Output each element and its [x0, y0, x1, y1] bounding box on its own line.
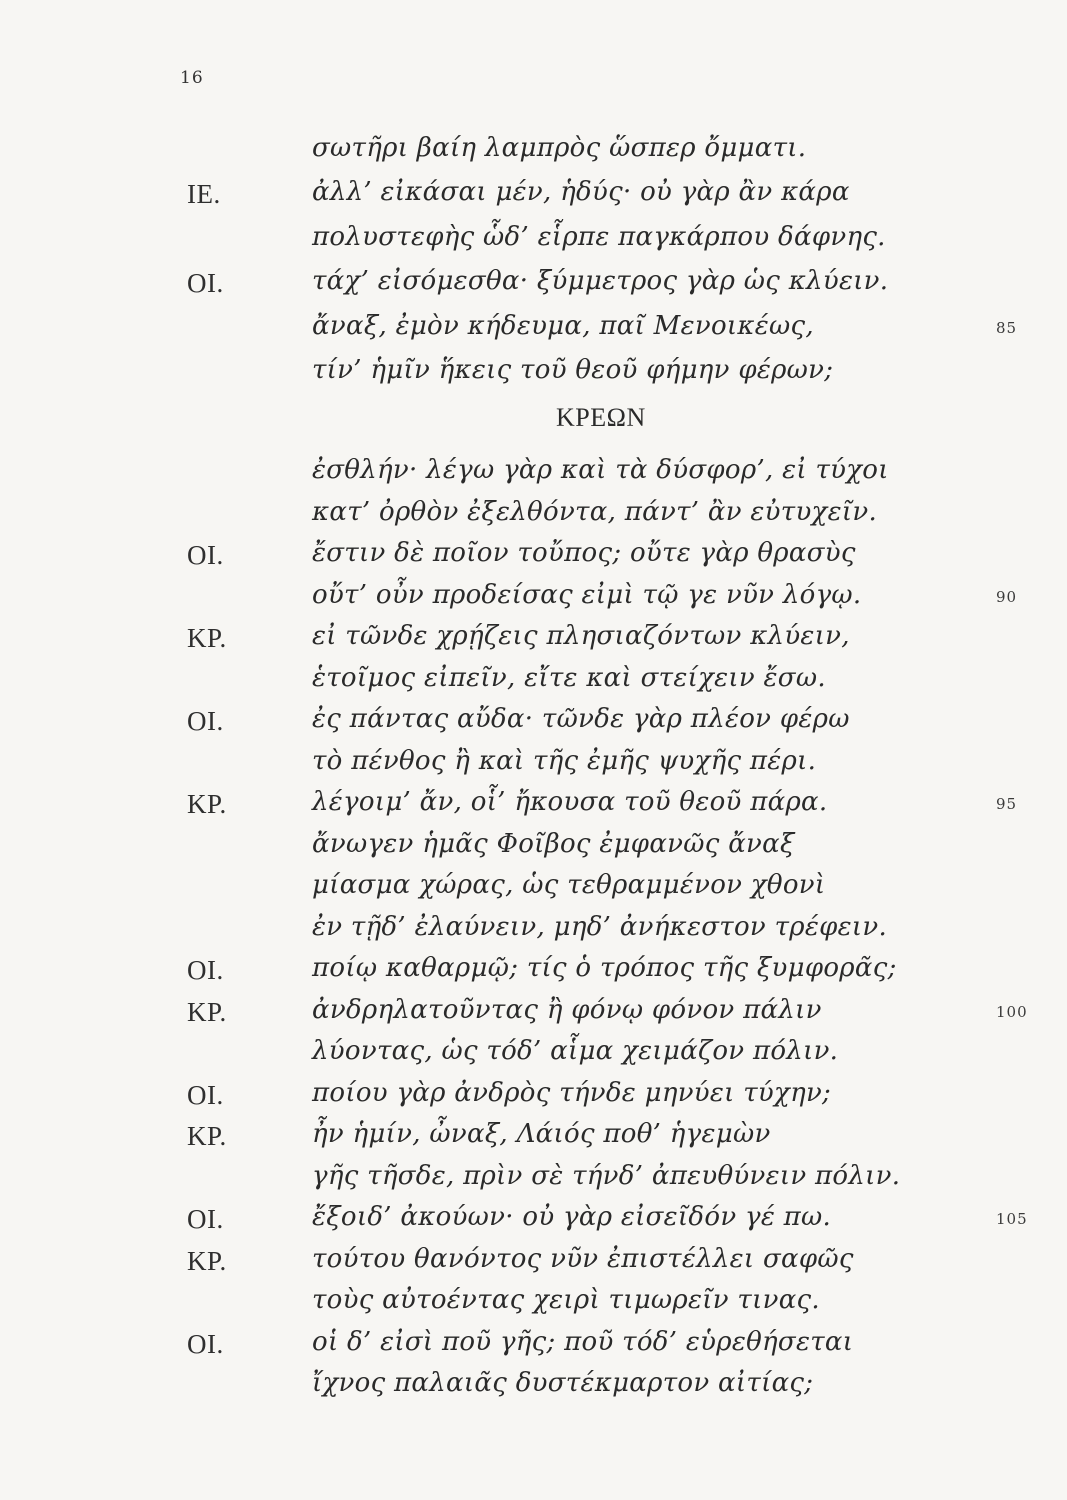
verse-text: οἱ δ’ εἰσὶ ποῦ γῆς; ποῦ τόδ’ εὑρεθήσεται: [312, 1326, 854, 1357]
verse-text: τὸ πένθος ἢ καὶ τῆς ἐμῆς ψυχῆς πέρι.: [312, 745, 817, 776]
speaker-label: ΟΙ.: [187, 955, 224, 985]
verse-text: ἄναξ, ἐμὸν κήδευμα, παῖ Μενοικέως,: [312, 310, 814, 341]
verse-text: ἄνωγεν ἡμᾶς Φοῖβος ἐμφανῶς ἄναξ: [312, 828, 795, 859]
verse-line: [0, 953, 1067, 993]
verse-text: τίν’ ἡμῖν ἥκεις τοῦ θεοῦ φήμην φέρων;: [312, 355, 834, 385]
line-number: 90: [996, 587, 1018, 606]
verse-text: κατ’ ὀρθὸν ἐξελθόντα, πάντ’ ἂν εὐτυχεῖν.: [312, 496, 878, 527]
verse-line: [0, 1244, 1067, 1284]
speaker-label: ΚΡ.: [187, 623, 227, 653]
speaker-label: ΟΙ.: [187, 1079, 224, 1110]
speaker-label: ΟΙ.: [187, 1204, 224, 1234]
verse-line: [0, 746, 1067, 786]
verse-line: [0, 1036, 1067, 1076]
verse-text: ἀλλ’ εἰκάσαι μέν, ἡδύς· οὐ γὰρ ἂν κάρα: [312, 177, 850, 208]
verse-line: [0, 912, 1067, 952]
verse-text: λύοντας, ὡς τόδ’ αἷμα χειμάζον πόλιν.: [312, 1036, 839, 1066]
line-number: 105: [996, 1210, 1028, 1228]
verse-line: [0, 829, 1067, 869]
speaker-label: ΟΙ.: [187, 540, 224, 570]
verse-line: [0, 177, 1067, 217]
verse-line: [0, 1119, 1067, 1159]
verse-text: ἦν ἡμίν, ὦναξ, Λάιός ποθ’ ἡγεμὼν: [312, 1119, 771, 1149]
verse-text: ἔξοιδ’ ἀκούων· οὐ γὰρ εἰσεῖδόν γέ πω.: [312, 1202, 832, 1232]
verse-text: ἴχνος παλαιᾶς δυστέκμαρτον αἰτίας;: [312, 1368, 814, 1398]
speaker-label: ΟΙ.: [187, 268, 224, 299]
speaker-label: ΚΡ.: [187, 1245, 227, 1276]
verse-line: [0, 133, 1067, 173]
speaker-label: ΟΙ.: [187, 706, 224, 736]
verse-text: ἐς πάντας αὔδα· τῶνδε γὰρ πλέον φέρω: [312, 704, 850, 734]
verse-text: μίασμα χώρας, ὡς τεθραμμένον χθονὶ: [312, 870, 826, 900]
verse-line: [0, 995, 1067, 1035]
verse-line: [0, 787, 1067, 827]
page-number: 16: [180, 68, 204, 88]
verse-line: [0, 266, 1067, 306]
verse-text: εἰ τῶνδε χρῄζεις πλησιαζόντων κλύειν,: [312, 621, 850, 651]
verse-text: σωτῆρι βαίη λαμπρὸς ὥσπερ ὄμματι.: [312, 133, 807, 163]
speaker-label: ΚΡ.: [187, 1121, 227, 1151]
verse-line: [0, 663, 1067, 703]
line-number: 100: [996, 1002, 1028, 1021]
verse-text: ἐν τῇδ’ ἐλαύνειν, μηδ’ ἀνήκεστον τρέφειν.: [312, 911, 888, 942]
verse-line: [0, 1327, 1067, 1367]
verse-line: [0, 1202, 1067, 1242]
speaker-label: ΟΙ.: [187, 1328, 224, 1359]
speaker-heading-kreon: ΚΡΕΩΝ: [556, 403, 646, 432]
verse-text: τούτου θανόντος νῦν ἐπιστέλλει σαφῶς: [312, 1243, 854, 1274]
verse-line: [0, 1368, 1067, 1408]
verse-line: [0, 704, 1067, 744]
speaker-label: ΚΡ.: [187, 789, 227, 819]
line-number: 85: [996, 318, 1018, 337]
verse-text: ποίου γὰρ ἀνδρὸς τήνδε μηνύει τύχην;: [312, 1077, 832, 1108]
verse-line: [0, 580, 1067, 620]
verse-line: [0, 222, 1067, 262]
verse-text: οὔτ’ οὖν προδείσας εἰμὶ τῷ γε νῦν λόγῳ.: [312, 579, 862, 610]
speaker-label: ΚΡ.: [187, 996, 227, 1027]
verse-line: [0, 455, 1067, 495]
verse-text: ἀνδρηλατοῦντας ἢ φόνῳ φόνον πάλιν: [312, 994, 822, 1025]
verse-text: τάχ’ εἰσόμεσθα· ξύμμετρος γὰρ ὡς κλύειν.: [312, 266, 889, 297]
verse-text: ἐσθλήν· λέγω γὰρ καὶ τὰ δύσφορ’, εἰ τύχοι: [312, 455, 889, 485]
verse-line: [0, 497, 1067, 537]
verse-text: ἑτοῖμος εἰπεῖν, εἴτε καὶ στείχειν ἔσω.: [312, 662, 826, 693]
verse-line: [0, 621, 1067, 661]
verse-line: [0, 311, 1067, 351]
verse-line: [0, 1161, 1067, 1201]
verse-text: τοὺς αὐτοέντας χειρὶ τιμωρεῖν τινας.: [312, 1285, 820, 1315]
line-number: 95: [996, 795, 1018, 813]
verse-line: [0, 355, 1067, 395]
verse-text: γῆς τῆσδε, πρὶν σὲ τήνδ’ ἀπευθύνειν πόλιν.: [312, 1160, 901, 1191]
verse-line: [0, 870, 1067, 910]
verse-text: ποίῳ καθαρμῷ; τίς ὁ τρόπος τῆς ξυμφορᾶς;: [312, 953, 897, 983]
verse-line: [0, 1078, 1067, 1118]
verse-line: [0, 1285, 1067, 1325]
verse-line: [0, 538, 1067, 578]
verse-text: ἔστιν δὲ ποῖον τοὔπος; οὔτε γὰρ θρασὺς: [312, 538, 856, 568]
speaker-label: ΙΕ.: [187, 179, 221, 210]
verse-text: πολυστεφὴς ὧδ’ εἷρπε παγκάρπου δάφνης.: [312, 221, 886, 252]
verse-text: λέγοιμ’ ἄν, οἷ’ ἤκουσα τοῦ θεοῦ πάρα.: [312, 787, 828, 817]
